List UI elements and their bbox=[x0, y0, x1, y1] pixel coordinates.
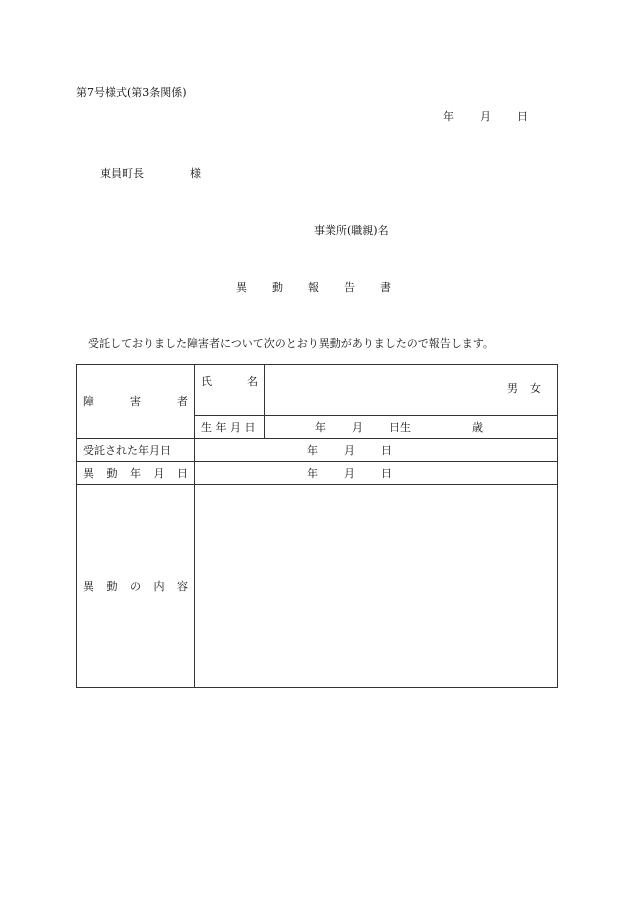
intro-text: 受託しておりました障害者について次のとおり異動がありましたので報告します。 bbox=[88, 337, 494, 350]
report-date bbox=[443, 111, 528, 122]
received-date-label: 受託された年月日 bbox=[77, 439, 195, 462]
title-char: 告 bbox=[344, 281, 355, 294]
received-year: 年 bbox=[307, 443, 318, 457]
title-char: 報 bbox=[308, 281, 319, 294]
change-date-label: 異 動 年 月 日 bbox=[83, 466, 188, 480]
birthdate-label: 生 年 月 日 bbox=[195, 416, 265, 439]
person-label: 障 害 者 bbox=[83, 395, 188, 408]
title-char: 書 bbox=[380, 281, 391, 294]
title-char: 異 bbox=[236, 281, 247, 294]
age: 歳 bbox=[472, 420, 483, 434]
gender-options[interactable] bbox=[507, 382, 541, 395]
name-label: 氏 名 bbox=[201, 375, 258, 388]
change-year: 年 bbox=[307, 466, 318, 480]
change-content-label: 異 動 の 内 容 bbox=[83, 579, 188, 593]
person-label-cell bbox=[77, 365, 195, 439]
birth-year: 年 bbox=[315, 420, 326, 434]
received-date-field[interactable] bbox=[195, 439, 558, 462]
name-field[interactable] bbox=[265, 365, 558, 416]
report-date-month: 月 bbox=[480, 110, 491, 123]
title-char: 動 bbox=[272, 281, 283, 294]
change-content-row bbox=[77, 485, 558, 688]
change-date-label-cell bbox=[77, 462, 195, 485]
report-table bbox=[76, 364, 558, 688]
addressee-honorific: 様 bbox=[190, 167, 201, 180]
office-name-label: 事業所(職親)名 bbox=[314, 224, 389, 237]
person-name-row bbox=[77, 365, 558, 416]
addressee bbox=[100, 168, 201, 179]
change-content-label-cell bbox=[77, 485, 195, 688]
report-date-year: 年 bbox=[443, 110, 454, 123]
received-date-values bbox=[307, 445, 551, 456]
change-content-field[interactable] bbox=[195, 485, 558, 688]
report-date-day: 日 bbox=[517, 110, 528, 123]
change-date-row bbox=[77, 462, 558, 485]
birth-month: 月 bbox=[352, 420, 363, 434]
gender-female[interactable]: 女 bbox=[530, 381, 541, 395]
name-label-cell bbox=[195, 365, 265, 416]
received-date-row bbox=[77, 439, 558, 462]
birthdate-field[interactable] bbox=[265, 416, 558, 439]
change-date-field[interactable] bbox=[195, 462, 558, 485]
received-day: 日 bbox=[381, 443, 392, 457]
change-day: 日 bbox=[381, 466, 392, 480]
document-title bbox=[236, 282, 416, 293]
change-month: 月 bbox=[344, 466, 355, 480]
gender-male[interactable]: 男 bbox=[507, 381, 518, 395]
birth-day: 日生 bbox=[389, 420, 411, 434]
addressee-name: 東員町長 bbox=[100, 167, 144, 180]
form-id: 第7号様式(第3条関係) bbox=[76, 86, 187, 99]
received-month: 月 bbox=[344, 443, 355, 457]
change-date-values bbox=[307, 468, 551, 479]
birthdate-values bbox=[315, 422, 551, 433]
